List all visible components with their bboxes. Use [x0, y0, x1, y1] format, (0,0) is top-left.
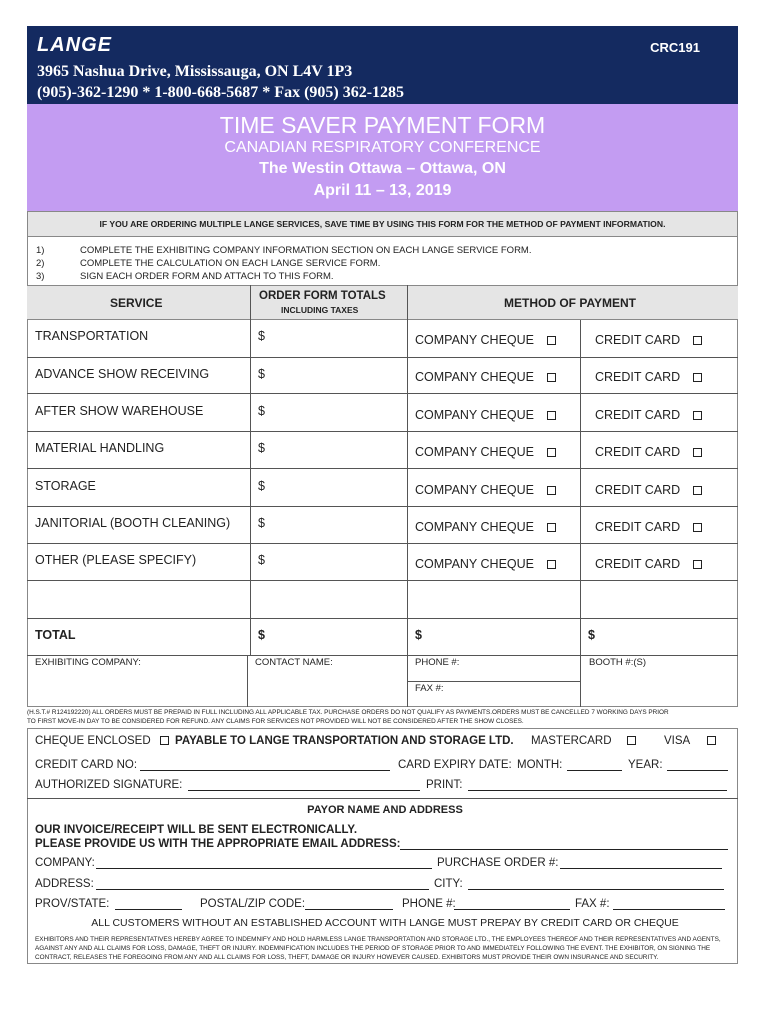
currency-symbol: $ — [258, 329, 265, 343]
checkbox[interactable] — [693, 448, 702, 457]
company-cheque-option[interactable] — [415, 557, 556, 571]
credit-card-option[interactable] — [595, 370, 702, 384]
event-venue: The Westin Ottawa – Ottawa, ON — [259, 160, 506, 177]
mastercard-label: MASTERCARD — [531, 735, 612, 747]
checkbox[interactable] — [693, 336, 702, 345]
indemnity-text: EXHIBITORS AND THEIR REPRESENTATIVES HEREBY AGREE TO INDEMNIFY AND HOLD HARMLESS LANGE TRANSPORTATION AND STORAGE LTD., THE EMPLOYEES THEREOF AND THEIR REPRESENTATIVES AND AGENTS, AGAINST ANY AND ALL CLAIMS FOR LOSS, DAMAGE, THEFT OR INJURY. INDEMNIFICATION INCLUDES THE PERIOD OF STORAGE PRIOR TO AND IMMEDIATELY FOLLOWING THE EVENT. THE EXHIBITOR, ON SIGNING THE CONTRACT, RELEASES THE FOREGOING FROM ANY AND ALL CLAIMS FOR LOSS, THEFT, DAMAGE OR INJURY HOWEVER CAUSED. EXHIBITORS MUST PROVIDE THEIR OWN INSURANCE AND SECURITY. — [35, 936, 721, 961]
company-cheque-option[interactable] — [415, 333, 556, 347]
payor-phone-line[interactable] — [454, 909, 570, 910]
expiry-year-line[interactable] — [667, 770, 728, 771]
currency-symbol: $ — [258, 441, 265, 455]
signature-line[interactable] — [188, 790, 420, 791]
checkbox[interactable] — [547, 411, 556, 420]
company-cheque-option[interactable] — [415, 520, 556, 534]
prov-state-label: PROV/STATE: — [35, 898, 110, 910]
company-address: 3965 Nashua Drive, Mississauga, ON L4V 1P3 — [37, 63, 353, 80]
card-label: CREDIT CARD — [595, 520, 681, 534]
company-cheque-option[interactable] — [415, 483, 556, 497]
column-service: SERVICE — [110, 296, 163, 310]
visa-option[interactable] — [664, 735, 716, 747]
card-label: CREDIT CARD — [595, 483, 681, 497]
currency-symbol: $ — [258, 516, 265, 530]
service-janitorial: JANITORIAL (BOOTH CLEANING) — [35, 516, 231, 530]
total-order-currency: $ — [258, 628, 265, 642]
contact-name-field[interactable]: CONTACT NAME: — [255, 657, 333, 668]
event-name: CANADIAN RESPIRATORY CONFERENCE — [224, 139, 541, 156]
visa-label: VISA — [664, 735, 691, 747]
title-banner — [27, 104, 738, 211]
checkbox[interactable] — [627, 736, 636, 745]
card-label: CREDIT CARD — [595, 333, 681, 347]
currency-symbol: $ — [258, 553, 265, 567]
card-label: CREDIT CARD — [595, 370, 681, 384]
expiry-month-line[interactable] — [567, 770, 622, 771]
total-card-currency: $ — [588, 628, 595, 642]
credit-card-option[interactable] — [595, 483, 702, 497]
cheque-label: COMPANY CHEQUE — [415, 483, 535, 497]
service-after-show-warehouse: AFTER SHOW WAREHOUSE — [35, 404, 204, 418]
purchase-order-label: PURCHASE ORDER #: — [437, 857, 559, 869]
service-other: OTHER (PLEASE SPECIFY) — [35, 553, 197, 567]
postal-code-label: POSTAL/ZIP CODE: — [200, 898, 306, 910]
step-3-number: 3) — [36, 271, 45, 282]
cheque-label: COMPANY CHEQUE — [415, 520, 535, 534]
cheque-label: COMPANY CHEQUE — [415, 370, 535, 384]
checkbox[interactable] — [547, 448, 556, 457]
service-transportation: TRANSPORTATION — [35, 329, 149, 343]
checkbox[interactable] — [707, 736, 716, 745]
payor-company-label: COMPANY: — [35, 857, 95, 869]
expiry-month-label: MONTH: — [517, 759, 563, 771]
fax-field[interactable]: FAX #: — [415, 683, 444, 694]
payor-address-line[interactable] — [96, 889, 429, 890]
company-phone-line: (905)-362-1290 * 1-800-668-5687 * Fax (905) 362-1285 — [37, 84, 405, 101]
payor-phone-label: PHONE #: — [402, 898, 456, 910]
cheque-label: COMPANY CHEQUE — [415, 557, 535, 571]
email-line[interactable] — [400, 849, 728, 850]
payor-company-line[interactable] — [96, 868, 432, 869]
payor-city-label: CITY: — [434, 878, 463, 890]
lange-logo: LANGE — [37, 34, 112, 56]
card-label: CREDIT CARD — [595, 445, 681, 459]
phone-field[interactable]: PHONE #: — [415, 657, 460, 668]
step-2-text: COMPLETE THE CALCULATION ON EACH LANGE SERVICE FORM. — [80, 258, 381, 269]
notice-text: IF YOU ARE ORDERING MULTIPLE LANGE SERVICES, SAVE TIME BY USING THIS FORM FOR THE METHOD OF PAYMENT INFORMATION. — [99, 219, 666, 229]
cheque-label: COMPANY CHEQUE — [415, 445, 535, 459]
credit-card-option[interactable] — [595, 520, 702, 534]
credit-card-option[interactable] — [595, 333, 702, 347]
total-label: TOTAL — [35, 628, 76, 642]
column-order-totals: ORDER FORM TOTALS — [259, 290, 386, 302]
checkbox[interactable] — [160, 736, 169, 745]
checkbox[interactable] — [693, 486, 702, 495]
step-2-number: 2) — [36, 258, 45, 269]
cheque-label: COMPANY CHEQUE — [415, 408, 535, 422]
payor-fax-label: FAX #: — [575, 898, 610, 910]
card-label: CREDIT CARD — [595, 557, 681, 571]
exhibiting-company-field[interactable]: EXHIBITING COMPANY: — [35, 657, 141, 668]
service-storage: STORAGE — [35, 479, 96, 493]
form-title: TIME SAVER PAYMENT FORM — [219, 112, 546, 138]
mastercard-option[interactable] — [531, 735, 636, 747]
form-code: CRC191 — [650, 40, 700, 55]
cheque-enclosed-option[interactable] — [35, 735, 169, 747]
checkbox[interactable] — [693, 373, 702, 382]
invoice-notice-2: PLEASE PROVIDE US WITH THE APPROPRIATE EMAIL ADDRESS: — [35, 838, 401, 850]
event-dates: April 11 – 13, 2019 — [313, 182, 452, 199]
prepay-notice: ALL CUSTOMERS WITHOUT AN ESTABLISHED ACCOUNT WITH LANGE MUST PREPAY BY CREDIT CARD OR CHEQUE — [91, 917, 679, 929]
currency-symbol: $ — [258, 479, 265, 493]
checkbox[interactable] — [693, 411, 702, 420]
company-cheque-option[interactable] — [415, 445, 556, 459]
card-expiry-label: CARD EXPIRY DATE: — [398, 759, 512, 771]
credit-card-option[interactable] — [595, 408, 702, 422]
expiry-year-label: YEAR: — [628, 759, 663, 771]
card-number-line[interactable] — [140, 770, 390, 771]
checkbox[interactable] — [547, 560, 556, 569]
currency-symbol: $ — [258, 367, 265, 381]
payor-fax-line[interactable] — [613, 909, 725, 910]
booth-field[interactable]: BOOTH #:(S) — [589, 657, 647, 668]
cheque-enclosed-label: CHEQUE ENCLOSED — [35, 735, 151, 747]
disclaimer-line-1: (H.S.T.# R124192220) ALL ORDERS MUST BE PREPAID IN FULL INCLUDING ALL APPLICABLE TAX. PURCHASE ORDERS DO NOT QUALIFY AS PAYMENTS.ORDERS MUST BE CANCELLED 7 WORKING DAYS PRIOR — [27, 709, 669, 716]
credit-card-option[interactable] — [595, 557, 702, 571]
checkbox[interactable] — [693, 560, 702, 569]
letterhead — [27, 26, 738, 104]
step-1-number: 1) — [36, 245, 45, 256]
checkbox[interactable] — [693, 523, 702, 532]
service-advance-show-receiving: ADVANCE SHOW RECEIVING — [35, 367, 210, 381]
notice-bar — [27, 211, 738, 237]
postal-code-line[interactable] — [305, 909, 393, 910]
payable-to: PAYABLE TO LANGE TRANSPORTATION AND STORAGE LTD. — [175, 735, 514, 747]
print-label: PRINT: — [426, 779, 463, 791]
card-number-label: CREDIT CARD NO: — [35, 759, 138, 771]
company-cheque-option[interactable] — [415, 370, 556, 384]
cheque-label: COMPANY CHEQUE — [415, 333, 535, 347]
checkbox[interactable] — [547, 336, 556, 345]
payor-address-label: ADDRESS: — [35, 878, 94, 890]
payor-city-line[interactable] — [468, 889, 724, 890]
company-cheque-option[interactable] — [415, 408, 556, 422]
step-3-text: SIGN EACH ORDER FORM AND ATTACH TO THIS FORM. — [80, 271, 334, 282]
invoice-notice-1: OUR INVOICE/RECEIPT WILL BE SENT ELECTRONICALLY. — [35, 824, 358, 836]
disclaimer-line-2: TO FIRST MOVE-IN DAY TO BE CONSIDERED FOR REFUND. ANY CLAIMS FOR SERVICES NOT PROVIDED WILL NOT BE CONSIDERED AFTER THE SHOW CLOSES. — [27, 718, 524, 725]
column-method-of-payment: METHOD OF PAYMENT — [504, 296, 637, 310]
step-1-text: COMPLETE THE EXHIBITING COMPANY INFORMATION SECTION ON EACH LANGE SERVICE FORM. — [80, 245, 532, 256]
currency-symbol: $ — [258, 404, 265, 418]
card-label: CREDIT CARD — [595, 408, 681, 422]
purchase-order-line[interactable] — [560, 868, 722, 869]
checkbox[interactable] — [547, 373, 556, 382]
column-order-totals-sub: INCLUDING TAXES — [281, 305, 359, 315]
prov-state-line[interactable] — [115, 909, 182, 910]
print-line[interactable] — [468, 790, 727, 791]
checkbox[interactable] — [547, 486, 556, 495]
service-material-handling: MATERIAL HANDLING — [35, 441, 165, 455]
credit-card-option[interactable] — [595, 445, 702, 459]
payor-heading: PAYOR NAME AND ADDRESS — [307, 804, 463, 816]
total-cheque-currency: $ — [415, 628, 422, 642]
checkbox[interactable] — [547, 523, 556, 532]
signature-label: AUTHORIZED SIGNATURE: — [35, 779, 183, 791]
